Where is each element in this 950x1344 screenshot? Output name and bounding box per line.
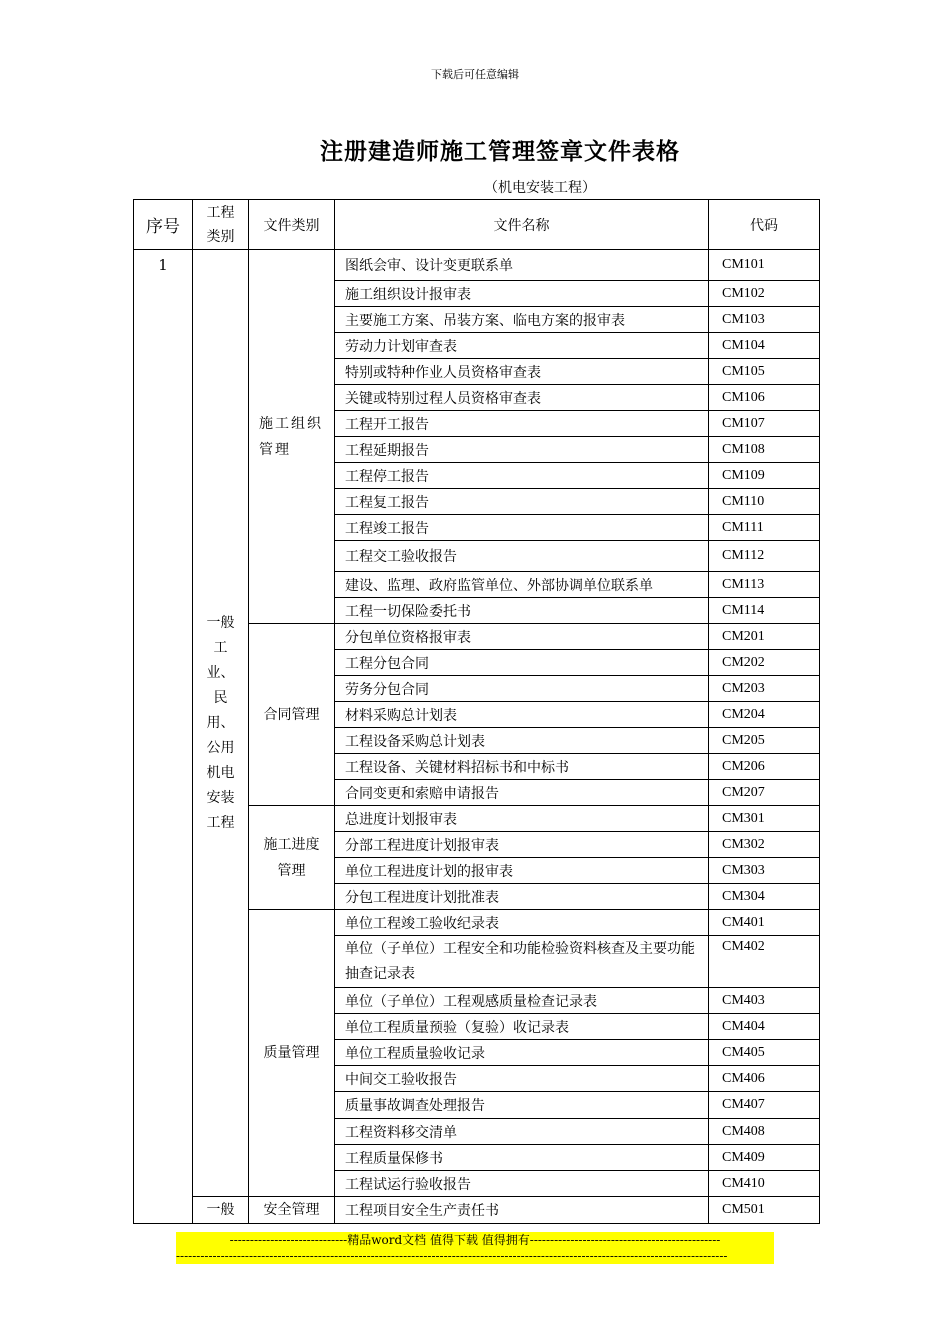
doc-code-cell: CM410 xyxy=(709,1171,820,1197)
doc-code-cell: CM304 xyxy=(709,884,820,910)
doc-name-cell: 关键或特别过程人员资格审查表 xyxy=(335,385,709,411)
doc-name-cell: 图纸会审、设计变更联系单 xyxy=(335,250,709,281)
doc-code-cell: CM114 xyxy=(709,598,820,624)
doc-name-cell: 工程停工报告 xyxy=(335,463,709,489)
doc-code-cell: CM303 xyxy=(709,858,820,884)
doc-code-cell: CM203 xyxy=(709,676,820,702)
doc-name-cell: 中间交工验收报告 xyxy=(335,1066,709,1092)
doc-name-cell: 合同变更和索赔申请报告 xyxy=(335,780,709,806)
document-subtitle: （机电安装工程） xyxy=(484,180,596,196)
header-note: 下载后可任意编辑 xyxy=(431,68,519,81)
doc-type-cell: 施工进度 管理 xyxy=(249,806,335,910)
doc-name-cell: 单位（子单位）工程观感质量检查记录表 xyxy=(335,988,709,1014)
doc-type-cell: 质量管理 xyxy=(249,910,335,1197)
doc-code-cell: CM106 xyxy=(709,385,820,411)
doc-name-cell: 主要施工方案、吊装方案、临电方案的报审表 xyxy=(335,307,709,333)
doc-code-cell: CM205 xyxy=(709,728,820,754)
document-title: 注册建造师施工管理签章文件表格 xyxy=(320,138,680,165)
doc-code-cell: CM103 xyxy=(709,307,820,333)
doc-code-cell: CM408 xyxy=(709,1119,820,1145)
signature-document-table xyxy=(133,199,820,1224)
table-row xyxy=(134,250,820,281)
table-row xyxy=(134,1197,820,1224)
doc-name-cell: 单位工程竣工验收纪录表 xyxy=(335,910,709,936)
doc-name-cell: 总进度计划报审表 xyxy=(335,806,709,832)
doc-code-cell: CM113 xyxy=(709,572,820,598)
doc-code-cell: CM112 xyxy=(709,541,820,572)
last-row-doc-type: 安全管理 xyxy=(249,1197,335,1224)
doc-name-cell: 分部工程进度计划报审表 xyxy=(335,832,709,858)
doc-code-cell: CM109 xyxy=(709,463,820,489)
doc-name-cell: 施工组织设计报审表 xyxy=(335,281,709,307)
doc-name-cell: 分包工程进度计划批准表 xyxy=(335,884,709,910)
doc-name-cell: 工程竣工报告 xyxy=(335,515,709,541)
doc-code-cell: CM104 xyxy=(709,333,820,359)
doc-name-cell: 单位工程质量预验（复验）收记录表 xyxy=(335,1014,709,1040)
doc-name-cell: 材料采购总计划表 xyxy=(335,702,709,728)
doc-name-cell: 工程设备、关键材料招标书和中标书 xyxy=(335,754,709,780)
doc-name-cell: 工程一切保险委托书 xyxy=(335,598,709,624)
doc-name-cell: 工程设备采购总计划表 xyxy=(335,728,709,754)
doc-code-cell: CM403 xyxy=(709,988,820,1014)
header-doc-type: 文件类别 xyxy=(249,200,335,250)
doc-code-cell: CM101 xyxy=(709,250,820,281)
doc-name-cell: 工程交工验收报告 xyxy=(335,541,709,572)
doc-code-cell: CM401 xyxy=(709,910,820,936)
doc-code-cell: CM102 xyxy=(709,281,820,307)
header-doc-name: 文件名称 xyxy=(335,200,709,250)
doc-name-cell: 单位工程质量验收记录 xyxy=(335,1040,709,1066)
doc-name-cell: 工程试运行验收报告 xyxy=(335,1171,709,1197)
doc-code-cell: CM202 xyxy=(709,650,820,676)
doc-code-cell: CM110 xyxy=(709,489,820,515)
doc-code-cell: CM405 xyxy=(709,1040,820,1066)
doc-code-cell: CM501 xyxy=(709,1197,820,1224)
doc-name-cell: 工程质量保修书 xyxy=(335,1145,709,1171)
doc-code-cell: CM301 xyxy=(709,806,820,832)
row-seq-number: 1 xyxy=(134,250,193,1224)
doc-name-cell: 建设、监理、政府监管单位、外部协调单位联系单 xyxy=(335,572,709,598)
table-header-row xyxy=(134,200,820,250)
header-seq: 序号 xyxy=(134,200,193,250)
last-row-category: 一般 xyxy=(193,1197,249,1224)
main-category: 一般 工 业、 民 用、 公用 机电 安装 工程 xyxy=(193,250,249,1197)
doc-code-cell: CM409 xyxy=(709,1145,820,1171)
doc-name-cell: 劳动力计划审查表 xyxy=(335,333,709,359)
doc-name-cell: 分包单位资格报审表 xyxy=(335,624,709,650)
doc-name-cell: 工程开工报告 xyxy=(335,411,709,437)
doc-name-cell: 工程资料移交清单 xyxy=(335,1119,709,1145)
doc-code-cell: CM204 xyxy=(709,702,820,728)
footer-line-2: ---------------------------------------------------------------------------------------------------------------------------------------- xyxy=(176,1248,774,1264)
doc-code-cell: CM201 xyxy=(709,624,820,650)
doc-name-cell: 单位工程进度计划的报审表 xyxy=(335,858,709,884)
doc-code-cell: CM302 xyxy=(709,832,820,858)
doc-code-cell: CM105 xyxy=(709,359,820,385)
doc-name-cell: 特别或特种作业人员资格审查表 xyxy=(335,359,709,385)
doc-code-cell: CM407 xyxy=(709,1092,820,1119)
doc-type-cell: 施工组织 管理 xyxy=(249,250,335,624)
doc-type-cell: 合同管理 xyxy=(249,624,335,806)
doc-name-cell: 工程项目安全生产责任书 xyxy=(335,1197,709,1224)
header-code: 代码 xyxy=(709,200,820,250)
doc-code-cell: CM207 xyxy=(709,780,820,806)
doc-name-cell: 劳务分包合同 xyxy=(335,676,709,702)
doc-name-cell: 工程分包合同 xyxy=(335,650,709,676)
doc-code-cell: CM108 xyxy=(709,437,820,463)
doc-name-cell: 工程复工报告 xyxy=(335,489,709,515)
doc-name-cell: 质量事故调查处理报告 xyxy=(335,1092,709,1119)
doc-code-cell: CM107 xyxy=(709,411,820,437)
header-category: 工程 类别 xyxy=(193,200,249,250)
doc-code-cell: CM111 xyxy=(709,515,820,541)
doc-name-cell: 单位（子单位）工程安全和功能检验资料核查及主要功能抽查记录表 xyxy=(335,936,709,988)
doc-code-cell: CM206 xyxy=(709,754,820,780)
doc-code-cell: CM402 xyxy=(709,936,820,988)
doc-code-cell: CM404 xyxy=(709,1014,820,1040)
doc-code-cell: CM406 xyxy=(709,1066,820,1092)
footer-line-1: -----------------------------精品word文档 值得下载 值得拥有----------------------------------------------- xyxy=(176,1232,774,1248)
doc-name-cell: 工程延期报告 xyxy=(335,437,709,463)
